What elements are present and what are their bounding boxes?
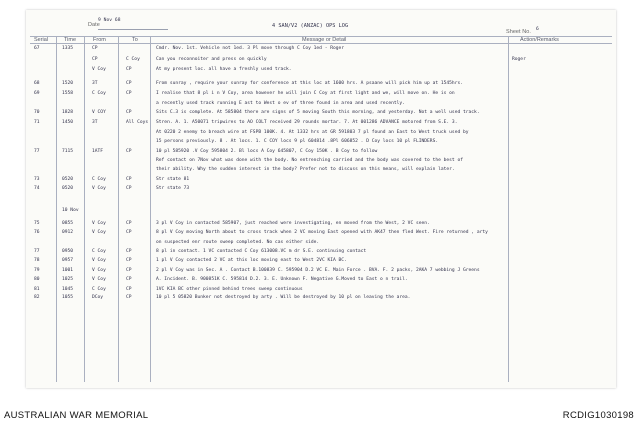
table-row bbox=[26, 249, 616, 256]
entry-serial: 68 bbox=[34, 81, 40, 86]
entry-from: V Coy bbox=[92, 67, 106, 72]
entry-serial: 71 bbox=[34, 120, 40, 125]
table-row bbox=[26, 46, 616, 53]
entry-from: C Coy bbox=[92, 177, 106, 182]
entry-to: CP bbox=[126, 177, 132, 182]
footer-institution: AUSTRALIAN WAR MEMORIAL bbox=[4, 410, 149, 421]
entry-time: 0950 bbox=[62, 249, 74, 254]
table-row bbox=[26, 149, 616, 156]
entry-message: 15 persons previously. 8 . At locs. 1. C COY locs 9 pl 604814 .8Pl 606852 . D Coy locs 10 pl FLINDERS. bbox=[156, 139, 439, 144]
entry-to: CP bbox=[126, 110, 132, 115]
entry-from: V Coy bbox=[92, 258, 106, 263]
table-row bbox=[26, 81, 616, 88]
entry-serial: 77 bbox=[34, 249, 40, 254]
entry-time: 0520 bbox=[62, 186, 74, 191]
col-to: To bbox=[132, 36, 138, 43]
col-action: Action/Remarks bbox=[520, 36, 559, 43]
table-row bbox=[26, 186, 616, 193]
entry-message: I realise that 8 pl i n V Coy, area however he will join C Coy at first light and we, will move on. He is on bbox=[156, 91, 455, 96]
entry-message: 8 pl in contact. 1 VC contacted C Coy 613008.VC m dr S.E. continuing contact bbox=[156, 249, 367, 254]
table-row bbox=[26, 57, 616, 64]
log-sheet bbox=[26, 10, 616, 388]
entry-message: Ref contact on 7Nov what was done with the body. No entrenching carried and the body was covered to the best of bbox=[156, 158, 463, 163]
entry-from: C Coy bbox=[92, 91, 106, 96]
entry-to: C Coy bbox=[126, 57, 140, 62]
entry-message: 3 pl V Coy in contacted 585907, just reached were investigating, en moved from the West, 2 VC seen. bbox=[156, 221, 430, 226]
sheet-number: 6 bbox=[536, 27, 539, 32]
date-label: Date bbox=[88, 22, 100, 28]
entry-message: 10 pl 585920 .V Coy 595804 2. Bl locs A Coy 645807, C Coy 150K . B Coy to follow bbox=[156, 149, 378, 154]
entry-time: 1558 bbox=[62, 91, 74, 96]
entry-serial: 77 bbox=[34, 149, 40, 154]
entry-message: 10 pl 5 05820 Bunker not destroyed by arty . Will be destroyed by 10 pl on leaving the area. bbox=[156, 295, 411, 300]
entry-time: 0855 bbox=[62, 221, 74, 226]
col-from: From bbox=[93, 36, 106, 43]
entry-message: A. Incident. B. 900851K C. 595814 D.2. 3. E. Unknown F. Negative G.Moved to East o n trail. bbox=[156, 277, 408, 282]
table-row bbox=[26, 258, 616, 265]
table-row bbox=[26, 67, 616, 74]
entry-serial: 75 bbox=[34, 221, 40, 226]
entry-message: on suspected enr route sweep completed. No cas either side. bbox=[156, 240, 320, 245]
table-row bbox=[26, 158, 616, 165]
entry-message: Stren. A. 1. A50071 tripwires to AO COLT received 29 rounds mortar. 7. At 001286 ADVANCE motored from S.E. 3. bbox=[156, 120, 458, 125]
entry-to: CP bbox=[126, 258, 132, 263]
entry-time: 0520 bbox=[62, 177, 74, 182]
entry-from: C Coy bbox=[92, 249, 106, 254]
table-row bbox=[26, 221, 616, 228]
entry-serial: 80 bbox=[34, 277, 40, 282]
table-row bbox=[26, 177, 616, 184]
entry-message: At my present loc. all have a freshly used track. bbox=[156, 67, 292, 72]
table-row bbox=[26, 101, 616, 108]
entry-serial: 70 bbox=[34, 110, 40, 115]
entry-to: CP bbox=[126, 230, 132, 235]
entry-message: 2 pl V Coy was in Sec. A . Contact B.100839 C. 595904 D.2 VC E. Main Force . BVA. F. 2 packs, 2AKA 7 webbing J Greens bbox=[156, 268, 480, 273]
entry-to: CP bbox=[126, 221, 132, 226]
entry-time: 1828 bbox=[62, 110, 74, 115]
entry-time: 0957 bbox=[62, 258, 74, 263]
table-row bbox=[26, 287, 616, 294]
entry-time: 1450 bbox=[62, 120, 74, 125]
col-serial: Serial bbox=[34, 36, 49, 43]
entry-from: V COY bbox=[92, 110, 106, 115]
entry-to: CP bbox=[126, 287, 132, 292]
entry-to: CP bbox=[126, 268, 132, 273]
entry-from: C Coy bbox=[92, 287, 106, 292]
entry-time: 1025 bbox=[62, 277, 74, 282]
table-row bbox=[26, 240, 616, 247]
entry-from: 1ATF bbox=[92, 149, 104, 154]
entry-serial: 74 bbox=[34, 186, 40, 191]
footer-reference: RCDIG1030198 bbox=[562, 410, 634, 421]
entry-message: 8 pl V Coy moving North about to cross track when 2 VC moving East opened with AK47 then fled West. Fire returned , arty bbox=[156, 230, 488, 235]
entry-from: V Coy bbox=[92, 277, 106, 282]
date-value: 9 Nov 68 bbox=[98, 18, 121, 23]
entry-time: 10 Nov bbox=[62, 208, 79, 213]
entry-time: 1001 bbox=[62, 268, 74, 273]
entry-serial: 73 bbox=[34, 177, 40, 182]
entry-message: Str state 73 bbox=[156, 186, 190, 191]
table-row bbox=[26, 139, 616, 146]
entry-from: DCoy bbox=[92, 295, 104, 300]
entry-time: 7115 bbox=[62, 149, 74, 154]
entry-message: 1VC KIA BC other pinned behind trees sweep continuous bbox=[156, 287, 303, 292]
entry-message: Sits C.3 is complete. At 585804 there are signs of 5 moving South this morning, and yesterday. Not a well used track. bbox=[156, 110, 480, 115]
entry-serial: 78 bbox=[34, 258, 40, 263]
entry-serial: 67 bbox=[34, 46, 40, 51]
entry-to: CP bbox=[126, 91, 132, 96]
entry-action: Roger bbox=[512, 57, 526, 62]
table-row bbox=[26, 167, 616, 174]
entry-serial: 79 bbox=[34, 268, 40, 273]
entry-message: Str state 81 bbox=[156, 177, 190, 182]
entry-time: 1045 bbox=[62, 287, 74, 292]
entry-message: From sunray , require your sunray for conference at this loc at 1600 hrs. A psaane will pick him up at 1545hrs. bbox=[156, 81, 463, 86]
entry-serial: 76 bbox=[34, 230, 40, 235]
entry-from: V Coy bbox=[92, 230, 106, 235]
entry-serial: 82 bbox=[34, 295, 40, 300]
entry-to: CP bbox=[126, 295, 132, 300]
entry-serial: 81 bbox=[34, 287, 40, 292]
entry-to: CP bbox=[126, 277, 132, 282]
table-row bbox=[26, 268, 616, 275]
entry-from: 3T bbox=[92, 81, 98, 86]
table-row bbox=[26, 208, 616, 215]
entry-message: a recently used track running E ast to West o ev of three found in area and used recently. bbox=[156, 101, 405, 106]
entry-time: 1055 bbox=[62, 295, 74, 300]
entry-to: All Coys bbox=[126, 120, 149, 125]
entry-to: CP bbox=[126, 81, 132, 86]
entry-message: Can you reconnoiter and press on quickly bbox=[156, 57, 267, 62]
entry-serial: 69 bbox=[34, 91, 40, 96]
entry-message: 1 pl V Coy contacted 2 VC at this loc moving east to West 2VC KIA BC. bbox=[156, 258, 347, 263]
table-row bbox=[26, 91, 616, 98]
col-time: Time bbox=[64, 36, 77, 43]
log-title: 4 SAN/V2 (ANZAC) OPS LOG bbox=[272, 23, 349, 29]
entry-from: CP bbox=[92, 57, 98, 62]
entry-time: 1335 bbox=[62, 46, 74, 51]
entry-from: V Coy bbox=[92, 186, 106, 191]
entry-time: 0912 bbox=[62, 230, 74, 235]
table-row bbox=[26, 295, 616, 302]
entry-from: V Coy bbox=[92, 268, 106, 273]
entry-from: V Coy bbox=[92, 221, 106, 226]
entry-time: 1520 bbox=[62, 81, 74, 86]
entry-from: CP bbox=[92, 46, 98, 51]
sheet-label: Sheet No. bbox=[506, 29, 531, 35]
entry-message: Cmdr. Nov. 1st. Vehicle not 1ed. 3 Pl move through C Coy 1ed - Roger bbox=[156, 46, 345, 51]
table-row bbox=[26, 110, 616, 117]
entry-to: CP bbox=[126, 249, 132, 254]
entry-to: CP bbox=[126, 67, 132, 72]
entry-message: At 0220 2 enemy to breach wire at FSPB 100K. 4. At 1332 hrs at GR 591803 7 pl found an East to West truck used by bbox=[156, 130, 469, 135]
col-message: Message or Detail bbox=[302, 36, 347, 43]
table-row bbox=[26, 230, 616, 237]
table-row bbox=[26, 130, 616, 137]
entry-to: CP bbox=[126, 149, 132, 154]
entry-to: CP bbox=[126, 186, 132, 191]
table-row bbox=[26, 120, 616, 127]
entry-message: their ability. Why the sudden interest in the body? Prefer not to discuss on this means, will explain later. bbox=[156, 167, 455, 172]
entry-from: 3T bbox=[92, 120, 98, 125]
table-row bbox=[26, 277, 616, 284]
